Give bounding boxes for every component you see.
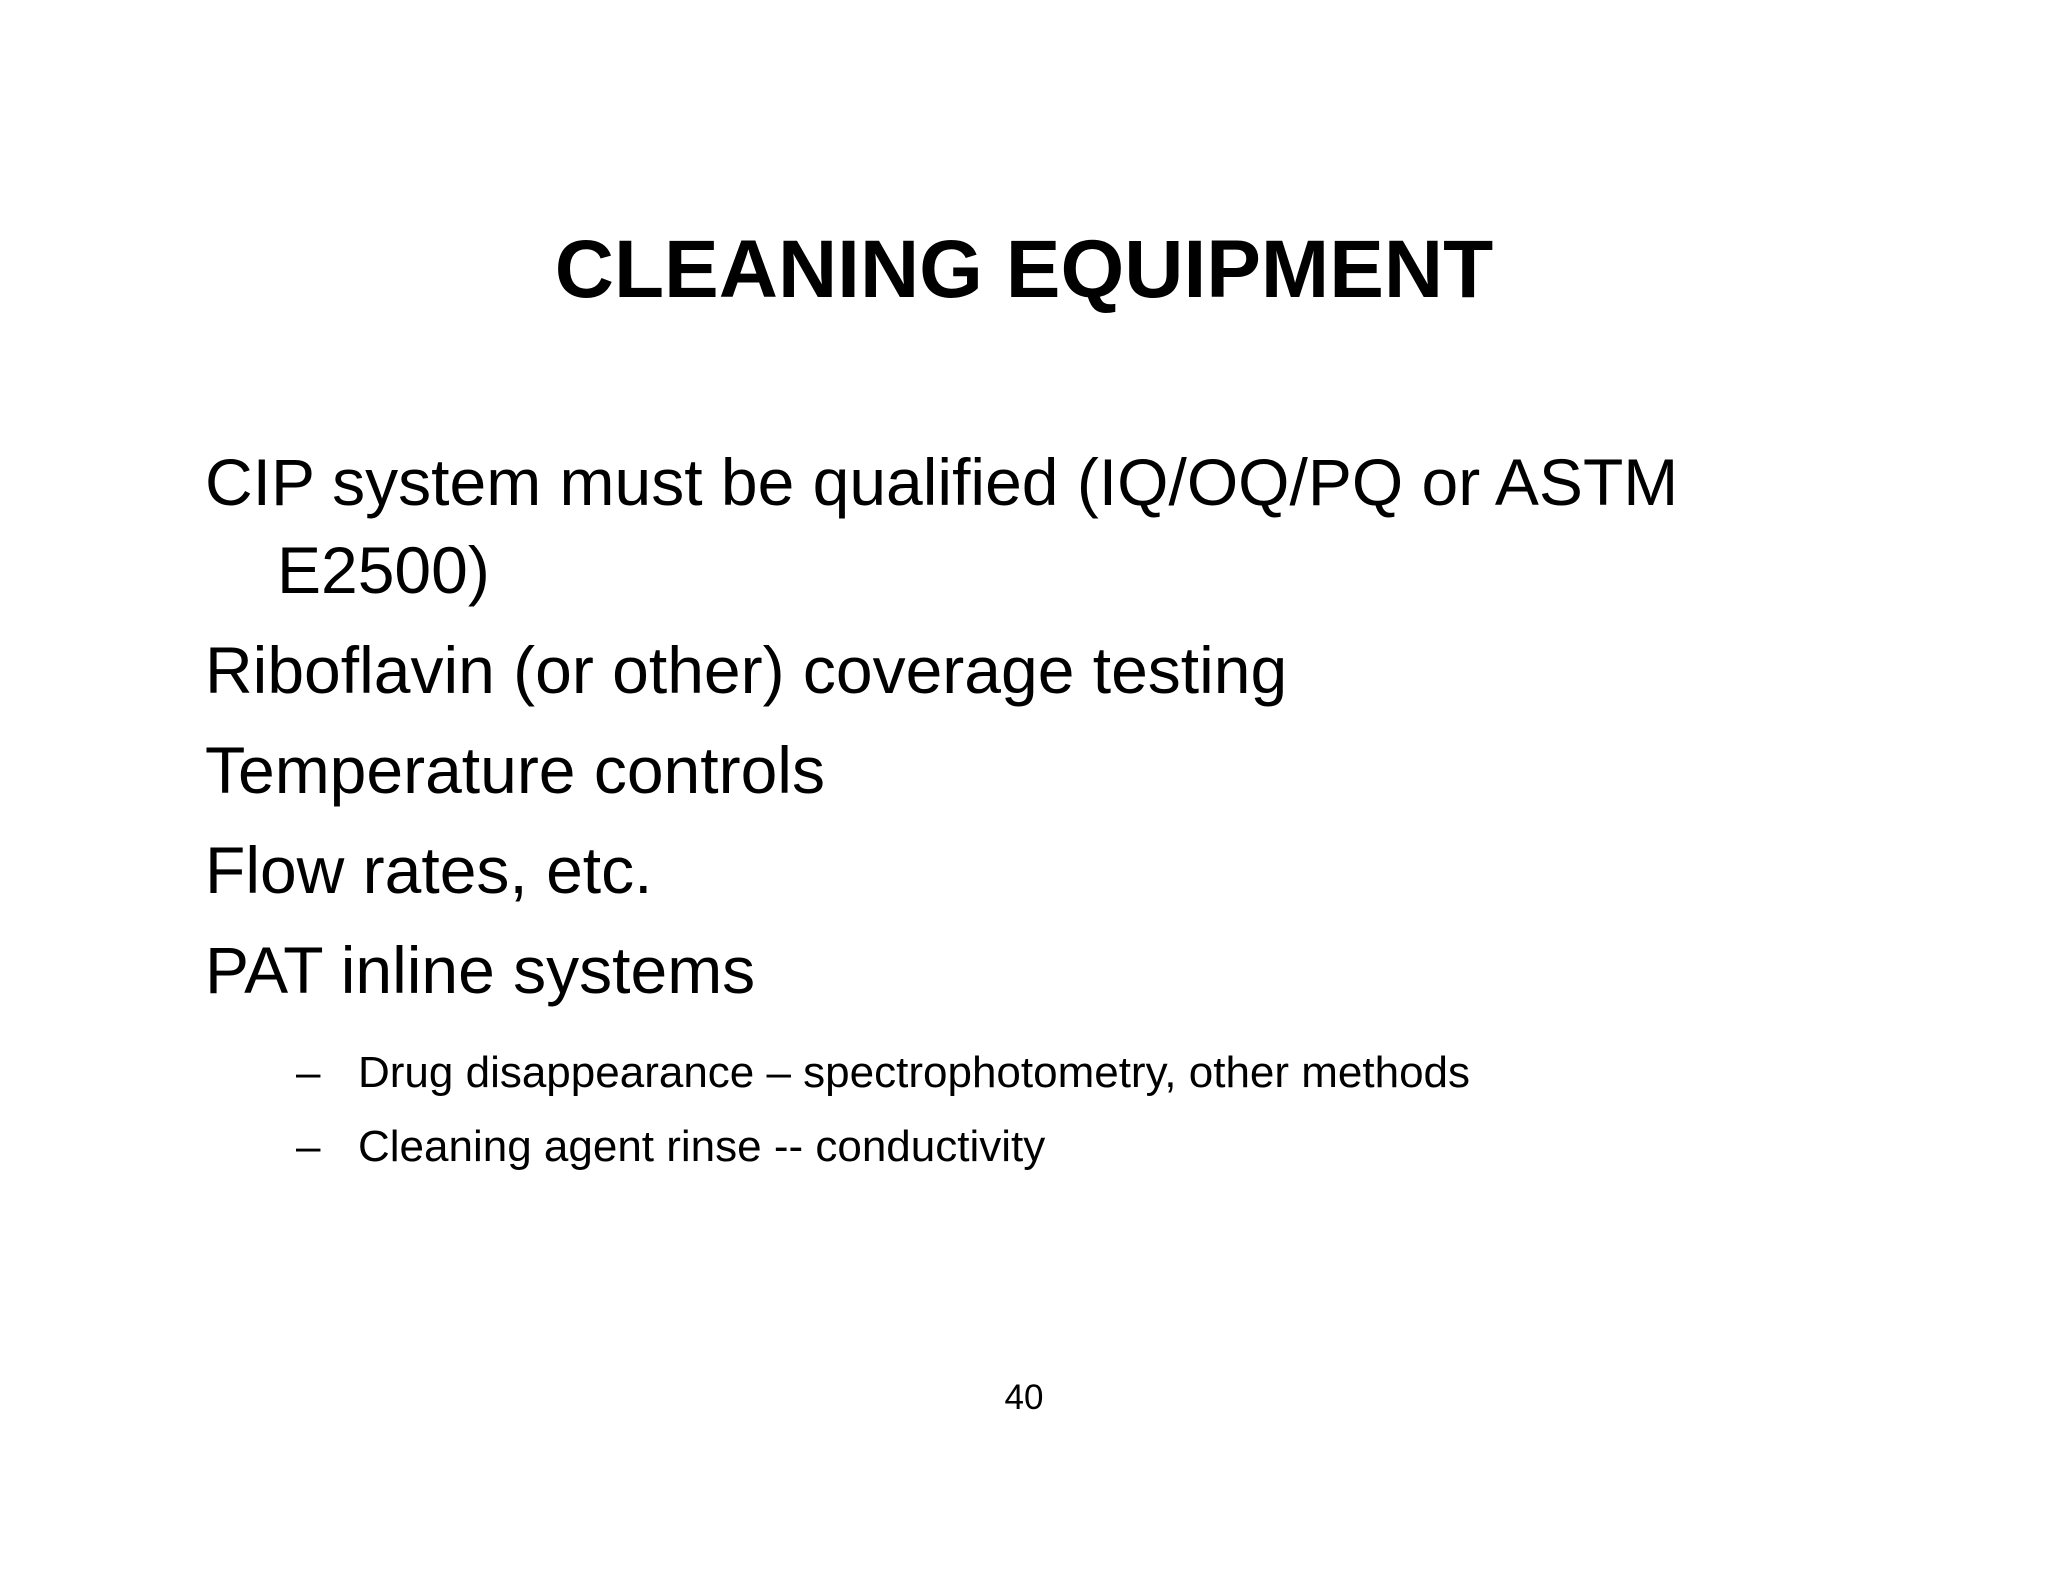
sub-bullet-text: Drug disappearance – spectrophotometry, other methods: [358, 1048, 1471, 1097]
sub-bullet-text: Cleaning agent rinse -- conductivity: [358, 1122, 1046, 1171]
dash-marker: –: [296, 1122, 321, 1171]
sub-bullet-list: [296, 1036, 1846, 1184]
sub-bullet-item: [296, 1110, 1846, 1184]
bullet-item: CIP system must be qualified (IQ/OQ/PQ or ASTM E2500): [205, 445, 1679, 607]
bullet-item: Temperature controls: [205, 733, 825, 807]
sub-bullet-item: [296, 1036, 1846, 1110]
bullet-list: [205, 438, 1855, 1026]
bullet-item: Flow rates, etc.: [205, 833, 653, 907]
dash-marker: –: [296, 1048, 321, 1097]
page-number: 40: [1004, 1378, 1044, 1417]
slide-title: CLEANING EQUIPMENT: [554, 224, 1494, 315]
bullet-item: Riboflavin (or other) coverage testing: [205, 633, 1288, 707]
bullet-item: PAT inline systems: [205, 933, 756, 1007]
